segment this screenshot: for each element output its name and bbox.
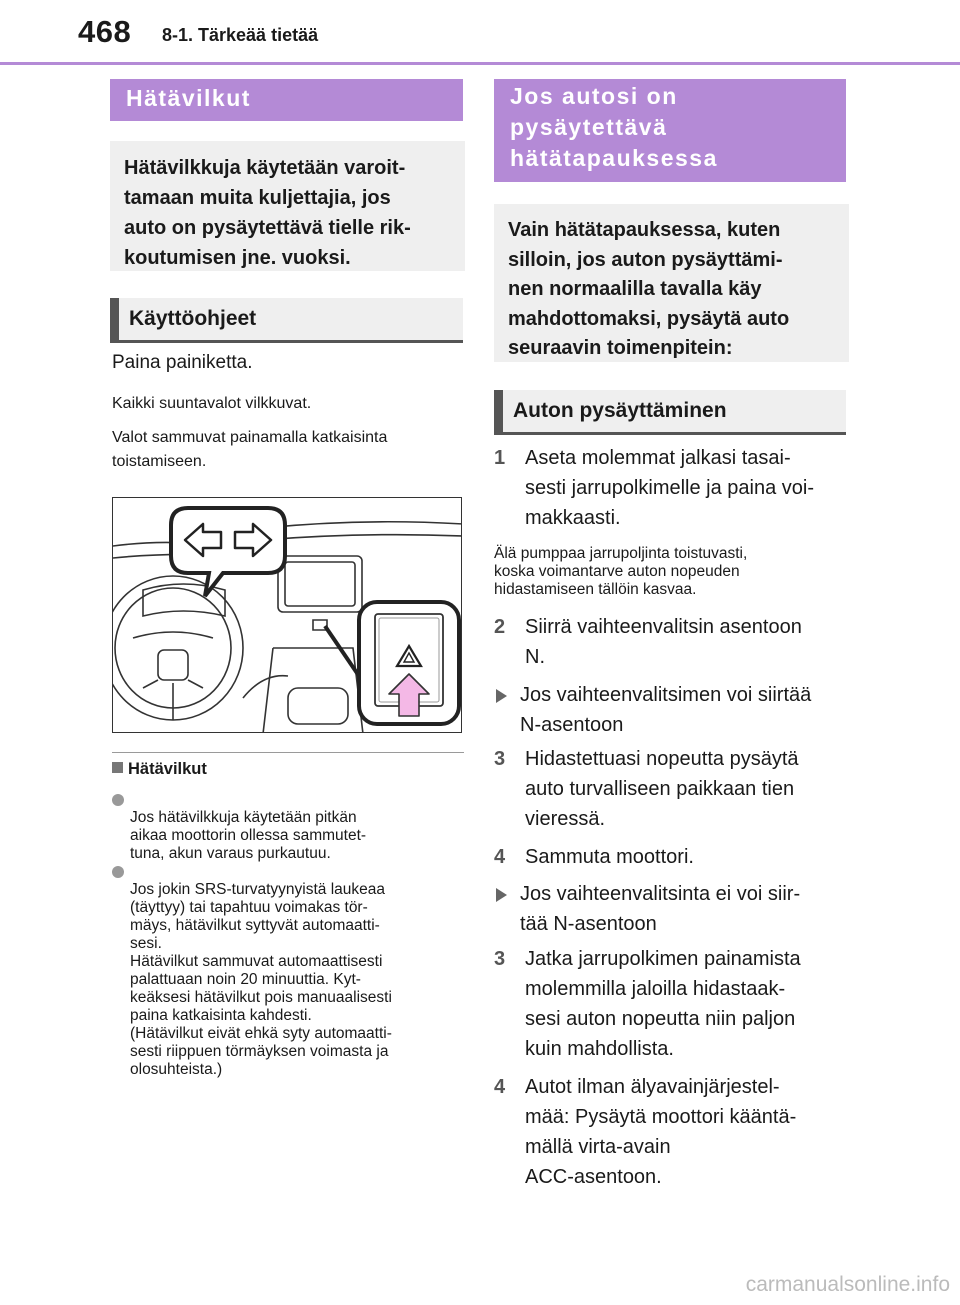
section-banner-hazard bbox=[110, 79, 463, 121]
watermark: carmanualsonline.info bbox=[745, 1273, 950, 1296]
triangle-bullet-icon bbox=[496, 689, 507, 703]
subhead-title: Auton pysäyttäminen bbox=[513, 399, 727, 422]
instruction-text: Paina painiketta. bbox=[112, 352, 253, 373]
note-item-1 bbox=[112, 791, 466, 863]
turn-signal-bubble bbox=[171, 508, 285, 596]
step-text: Hidastettuasi nopeutta pysäytä auto turvalliseen paikkaan tien vieressä. bbox=[525, 748, 799, 830]
triangle-bullet-icon bbox=[496, 888, 507, 902]
step-3b bbox=[494, 944, 846, 1064]
banner-title: Hätävilkut bbox=[126, 85, 251, 111]
step-number: 4 bbox=[494, 1076, 506, 1098]
section-title: 8-1. Tärkeää tietää bbox=[162, 25, 319, 45]
note-item-text: Jos hätävilkkuja käytetään pitkän aikaa moottorin ollessa sammutet- tuna, akun varaus purkautuu. bbox=[130, 809, 367, 862]
step-1-note: Älä pumppaa jarrupoljinta toistuvasti, koska voimantarve auton nopeuden hidastamiseen tällöin kasvaa. bbox=[494, 545, 748, 598]
step-text: Aseta molemmat jalkasi tasai- sesti jarrupolkimelle ja paina voi- makkaasti. bbox=[525, 447, 815, 529]
notes-heading-text: Hätävilkut bbox=[128, 760, 207, 778]
header-rule bbox=[0, 62, 960, 65]
hazard-button-closeup bbox=[359, 602, 459, 724]
subhead-instructions bbox=[110, 298, 463, 343]
square-bullet-icon bbox=[112, 762, 123, 773]
step-number: 1 bbox=[494, 447, 506, 469]
note-text-2: Valot sammuvat painamalla katkaisinta toistamiseen. bbox=[112, 429, 388, 470]
note-text-1: Kaikki suuntavalot vilkkuvat. bbox=[112, 395, 312, 412]
step-number: 2 bbox=[494, 616, 506, 638]
step-1 bbox=[494, 443, 846, 533]
condition-text: Jos vaihteenvalitsinta ei voi siir- tää N-asentoon bbox=[520, 883, 801, 935]
condition-2 bbox=[496, 879, 846, 939]
subhead-stopping bbox=[494, 390, 846, 435]
condition-text: Jos vaihteenvalitsimen voi siirtää N-asentoon bbox=[520, 684, 812, 736]
step-3a bbox=[494, 744, 846, 834]
summary-box-hazard: Hätävilkkuja käytetään varoit- tamaan muita kuljettajia, jos auto on pysäytettävä tielle rik- koutumisen jne. vuoksi. bbox=[110, 141, 465, 271]
dot-bullet-icon bbox=[112, 794, 124, 806]
section-banner-emergency: Jos autosi on pysäytettävä hätätapauksessa bbox=[494, 79, 846, 182]
notes-heading bbox=[112, 760, 207, 779]
step-2 bbox=[494, 612, 846, 672]
notes-divider bbox=[112, 752, 464, 753]
dashboard-illustration bbox=[112, 497, 462, 733]
step-number: 4 bbox=[494, 846, 506, 868]
summary-box-emergency: Vain hätätapauksessa, kuten silloin, jos auton pysäyttämi- nen normaalilla tavalla käy mahdottomaksi, pysäytä auto seuraavin toimenpitein: bbox=[494, 204, 849, 362]
step-text: Jatka jarrupolkimen painamista molemmilla jaloilla hidastaak- sesi auton nopeutta niin paljon kuin mahdollista. bbox=[525, 948, 801, 1060]
step-number: 3 bbox=[494, 948, 506, 970]
step-4a bbox=[494, 842, 846, 872]
dot-bullet-icon bbox=[112, 866, 124, 878]
step-text: Autot ilman älyavainjärjestel- mää: Pysäytä moottori kääntä- mällä virta-avain ACC-asentoon. bbox=[525, 1076, 797, 1188]
dashboard-drawing bbox=[113, 498, 462, 733]
condition-1 bbox=[496, 680, 846, 740]
step-number: 3 bbox=[494, 748, 506, 770]
subhead-title: Käyttöohjeet bbox=[129, 307, 257, 330]
step-text: Sammuta moottori. bbox=[525, 846, 694, 868]
step-4b bbox=[494, 1072, 846, 1192]
page-number: 468 bbox=[78, 14, 132, 49]
note-item-2 bbox=[112, 863, 466, 1079]
step-text: Siirrä vaihteenvalitsin asentoon N. bbox=[525, 616, 802, 668]
note-item-text: Jos jokin SRS-turvatyynyistä laukeaa (täyttyy) tai tapahtuu voimakas tör- mäys, hätävilkut syttyvät automaatti- sesi. Hätävilkut sammuvat automaattisesti palattuaan noin 20 minuuttia. Kyt- keäksesi hätävilkut pois manuaalisesti paina katkaisinta kahdesti. (Hätävilkut eivät ehkä syty automaatti- sesti riippuen törmäyksen voimasta ja olosuhteista.) bbox=[130, 881, 392, 1078]
